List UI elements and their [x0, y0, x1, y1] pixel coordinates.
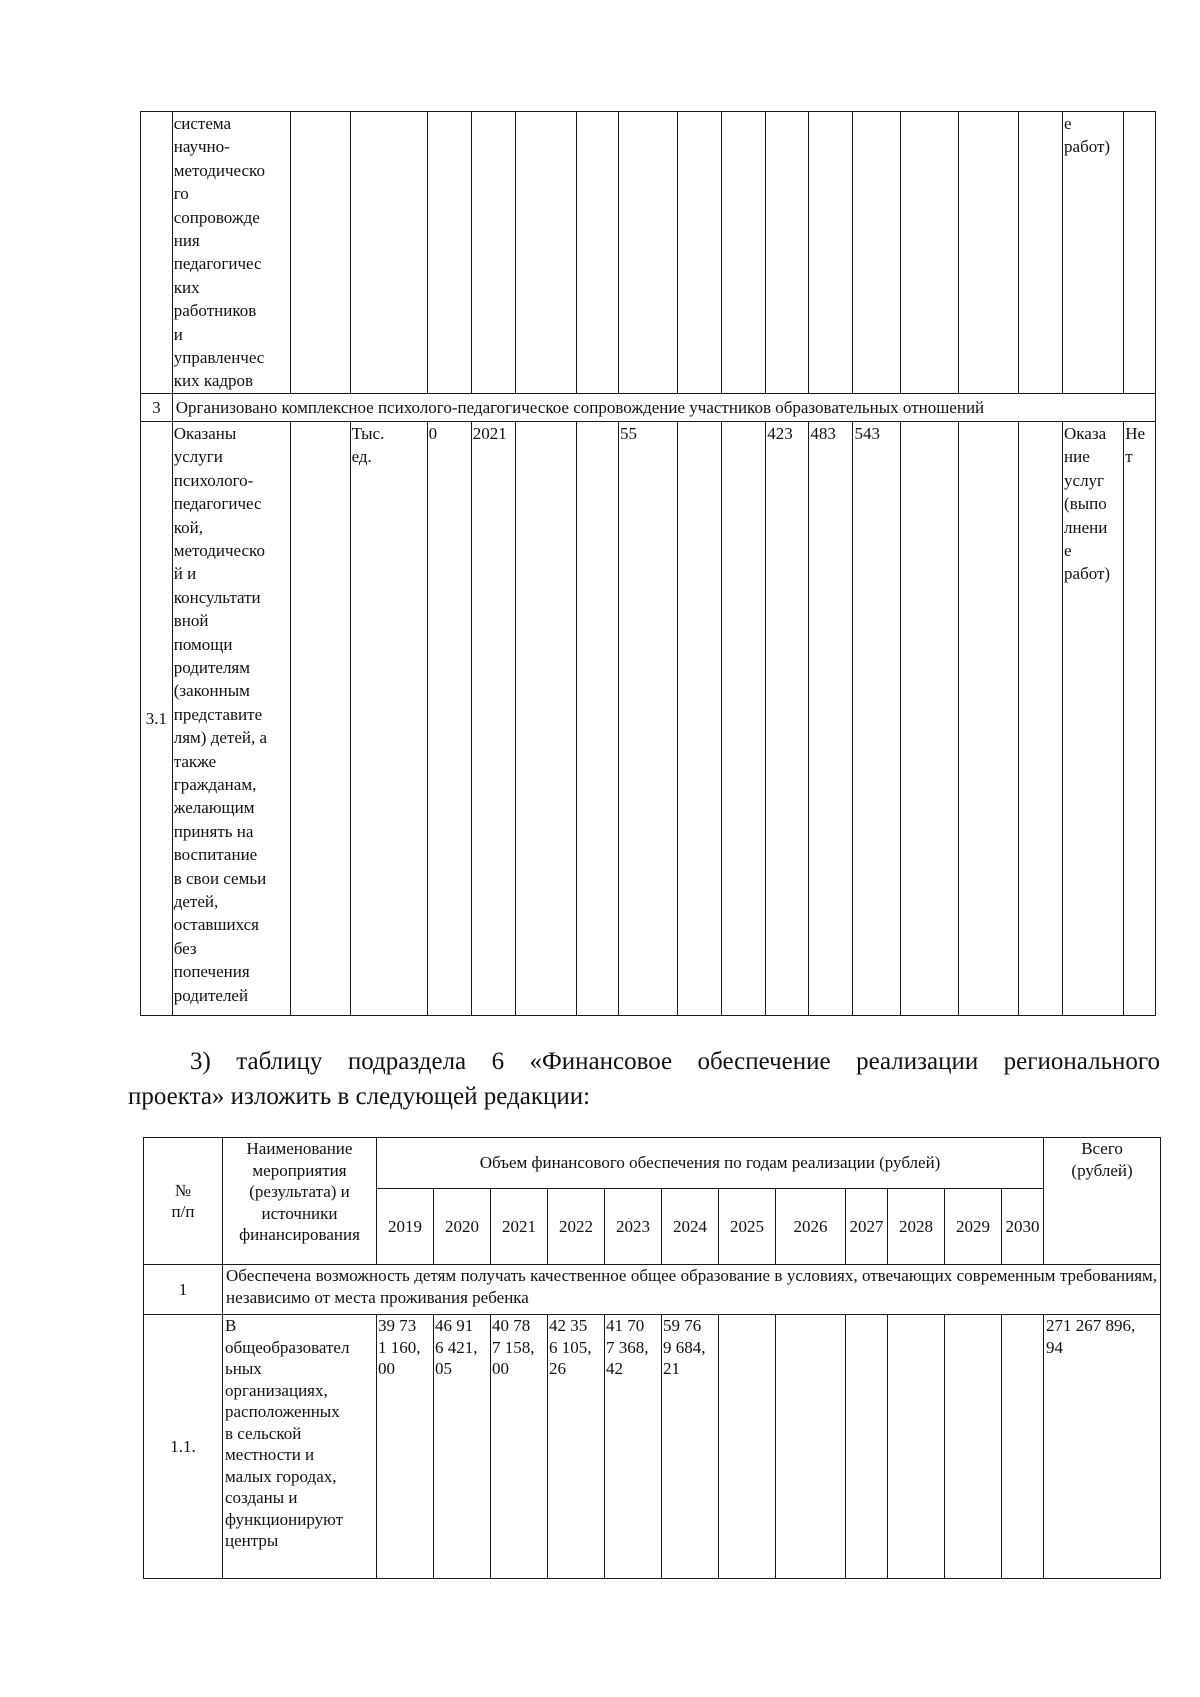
header-row — [144, 1138, 1161, 1189]
number-header: № п/п — [144, 1138, 223, 1265]
activity-name: В общеобразовател ьных организациях, расположенных в сельской местности и малых городах, созданы и функционируют центры — [223, 1315, 377, 1579]
year-header: 2020 — [434, 1189, 491, 1265]
result-type-continued: е работ) — [1063, 112, 1124, 394]
year-header: 2023 — [605, 1189, 662, 1265]
year-header: 2022 — [548, 1189, 605, 1265]
year-value — [945, 1315, 1002, 1579]
value-cell: 543 — [853, 421, 901, 1015]
section-row — [144, 1265, 1161, 1315]
section-row — [141, 393, 1156, 421]
year-header: 2026 — [776, 1189, 846, 1265]
result-name-continued: система научно- методическо го сопровожде ния педагогичес ких работников и управленчес ких кадров — [172, 112, 290, 394]
year-header: 2027 — [846, 1189, 888, 1265]
row-number: 1.1. — [144, 1315, 223, 1579]
finance-table — [143, 1137, 1161, 1579]
table-row — [141, 421, 1156, 1015]
year-value: 39 73 1 160, 00 — [377, 1315, 434, 1579]
year-value: 46 91 6 421, 05 — [434, 1315, 491, 1579]
year-value — [846, 1315, 888, 1579]
results-table — [140, 111, 1156, 1016]
year-value: 42 35 6 105, 26 — [548, 1315, 605, 1579]
result-name: Оказаны услуги психолого- педагогичес кой, методическо й и консультати вной помощи родителям (законным представите лям) детей, а также гражданам, желающим принять на воспитание в свои семьи детей, оставшихся без попечения родителей — [172, 421, 290, 1015]
section-number: 1 — [144, 1265, 223, 1315]
section-title: Организовано комплексное психолого-педагогическое сопровождение участников образовательных отношений — [172, 393, 1155, 421]
year-value — [888, 1315, 945, 1579]
value-cell: 423 — [766, 421, 809, 1015]
paragraph-line-2: проекта» изложить в следующей редакции: — [128, 1083, 591, 1110]
table-row — [144, 1315, 1161, 1579]
year-header: 2019 — [377, 1189, 434, 1265]
table-row — [141, 112, 1156, 394]
unit-of-measure: Тыс. ед. — [350, 421, 427, 1015]
total-header: Всего (рублей) — [1044, 1138, 1161, 1189]
section-number: 3 — [141, 393, 173, 421]
year-header: 2030 — [1002, 1189, 1044, 1265]
row-number: 3.1 — [141, 421, 173, 1015]
volume-header: Объем финансового обеспечения по годам реализации (рублей) — [377, 1138, 1044, 1189]
result-type: Оказа ние услуг (выпо лнени е работ) — [1063, 421, 1124, 1015]
value-cell: 483 — [809, 421, 853, 1015]
year-header: 2024 — [662, 1189, 719, 1265]
year-value: 41 70 7 368, 42 — [605, 1315, 662, 1579]
year-header: 2028 — [888, 1189, 945, 1265]
section-title: Обеспечена возможность детям получать качественное общее образование в условиях, отвечающих современным требованиям, независимо от места проживания ребенка — [223, 1265, 1161, 1315]
year-value — [776, 1315, 846, 1579]
result-flag: Не т — [1124, 421, 1156, 1015]
name-header: Наименование мероприятия (результата) и источники финансирования — [223, 1138, 377, 1265]
value-cell: 55 — [619, 421, 678, 1015]
year-value: 40 78 7 158, 00 — [491, 1315, 548, 1579]
paragraph-line-1: 3) таблицу подраздела 6 «Финансовое обеспечение реализации регионального — [190, 1048, 1160, 1075]
base-year: 2021 — [471, 421, 515, 1015]
year-header: 2025 — [719, 1189, 776, 1265]
year-value — [719, 1315, 776, 1579]
year-header: 2021 — [491, 1189, 548, 1265]
year-value: 59 76 9 684, 21 — [662, 1315, 719, 1579]
base-value: 0 — [427, 421, 471, 1015]
year-value — [1002, 1315, 1044, 1579]
total-value: 271 267 896, 94 — [1044, 1315, 1161, 1579]
year-header: 2029 — [945, 1189, 1002, 1265]
